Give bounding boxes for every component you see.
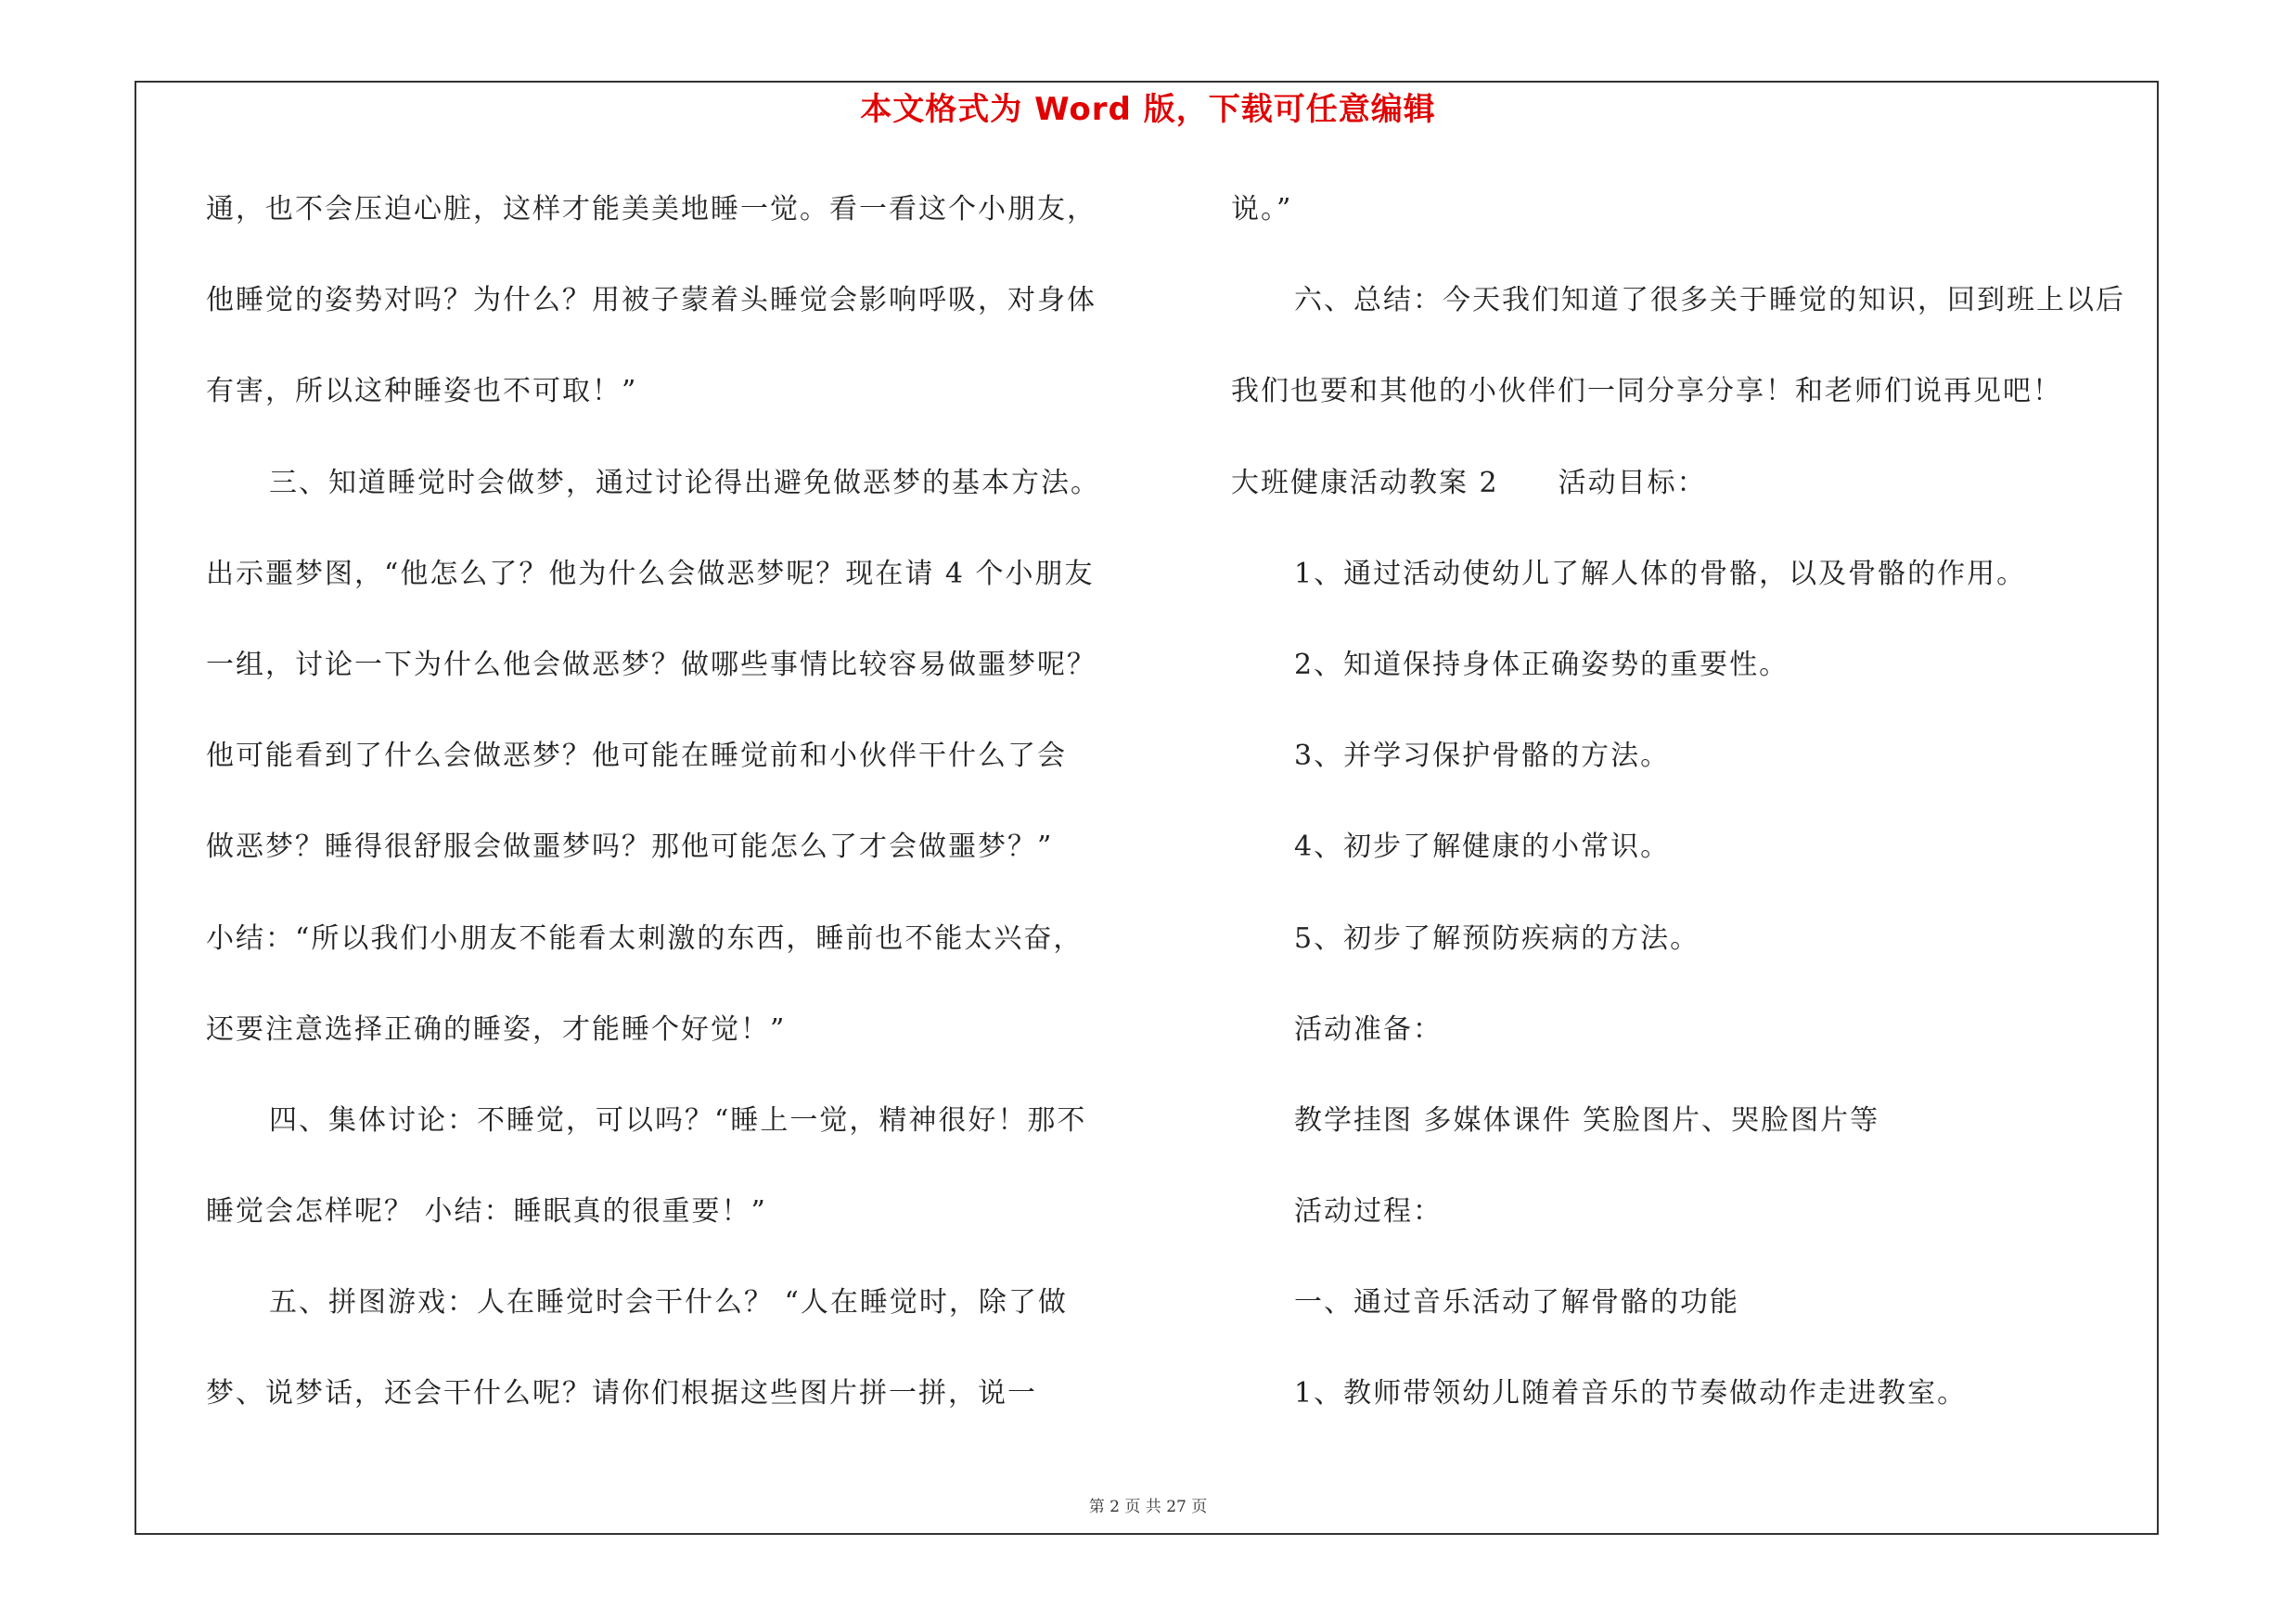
text-line: 4、初步了解健康的小常识。	[1294, 831, 1671, 864]
right-text-column	[1231, 181, 2159, 1457]
text-line: 通，也不会压迫心脏，这样才能美美地睡一觉。看一看这个小朋友，	[206, 193, 1097, 225]
text-line: 梦、说梦话，还会干什么呢？请你们根据这些图片拼一拼，说一	[206, 1377, 1037, 1410]
text-line: 做恶梦？睡得很舒服会做噩梦吗？那他可能怎么了才会做噩梦？”	[206, 831, 1054, 864]
text-line: 5、初步了解预防疾病的方法。	[1294, 921, 1700, 955]
page-number: 第 2 页 共 27 页	[1088, 1498, 1208, 1516]
text-line: 他睡觉的姿势对吗？为什么？用被子蒙着头睡觉会影响呼吸，对身体	[206, 284, 1097, 317]
text-line: 四、集体讨论：不睡觉，可以吗？“睡上一觉，精神很好！那不	[269, 1103, 1087, 1137]
text-line: 活动过程：	[1294, 1195, 1443, 1229]
text-line: 五、拼图游戏：人在睡觉时会干什么？ “人在睡觉时，除了做	[269, 1286, 1068, 1320]
text-line: 还要注意选择正确的睡姿，才能睡个好觉！”	[206, 1012, 787, 1046]
text-line: 3、并学习保护骨骼的方法。	[1294, 740, 1671, 773]
text-line: 小结：“所以我们小朋友不能看太刺激的东西，睡前也不能太兴奋，	[206, 921, 1084, 955]
text-line: 2、知道保持身体正确姿势的重要性。	[1294, 648, 1789, 681]
text-line: 出示噩梦图，“他怎么了？他为什么会做恶梦呢？现在请 4 个小朋友	[206, 557, 1095, 590]
text-line: 教学挂图 多媒体课件 笑脸图片、哭脸图片等	[1294, 1103, 1880, 1137]
text-line: 大班健康活动教案 2 活动目标：	[1231, 466, 1707, 499]
text-line: 有害，所以这种睡姿也不可取！”	[206, 375, 638, 408]
text-line: 1、通过活动使幼儿了解人体的骨骼，以及骨骼的作用。	[1294, 557, 2027, 590]
text-line: 六、总结：今天我们知道了很多关于睡觉的知识，回到班上以后	[1294, 284, 2125, 317]
text-line: 睡觉会怎样呢？ 小结：睡眠真的很重要！”	[206, 1195, 767, 1229]
text-line: 活动准备：	[1294, 1012, 1443, 1046]
text-line: 一组，讨论一下为什么他会做恶梦？做哪些事情比较容易做噩梦呢？	[206, 648, 1097, 681]
text-line: 他可能看到了什么会做恶梦？他可能在睡觉前和小伙伴干什么了会	[206, 740, 1067, 773]
text-line: 三、知道睡觉时会做梦，通过讨论得出避免做恶梦的基本方法。	[269, 466, 1100, 499]
text-line: 一、通过音乐活动了解骨骼的功能	[1294, 1286, 1739, 1320]
text-line: 我们也要和其他的小伙伴们一同分享分享！和老师们说再见吧！	[1231, 375, 2062, 408]
word-format-banner: 本文格式为 Word 版，下载可任意编辑	[860, 91, 1436, 128]
text-line: 说。”	[1231, 193, 1293, 225]
left-text-column	[206, 181, 1161, 1457]
text-line: 1、教师带领幼儿随着音乐的节奏做动作走进教室。	[1294, 1377, 1968, 1410]
